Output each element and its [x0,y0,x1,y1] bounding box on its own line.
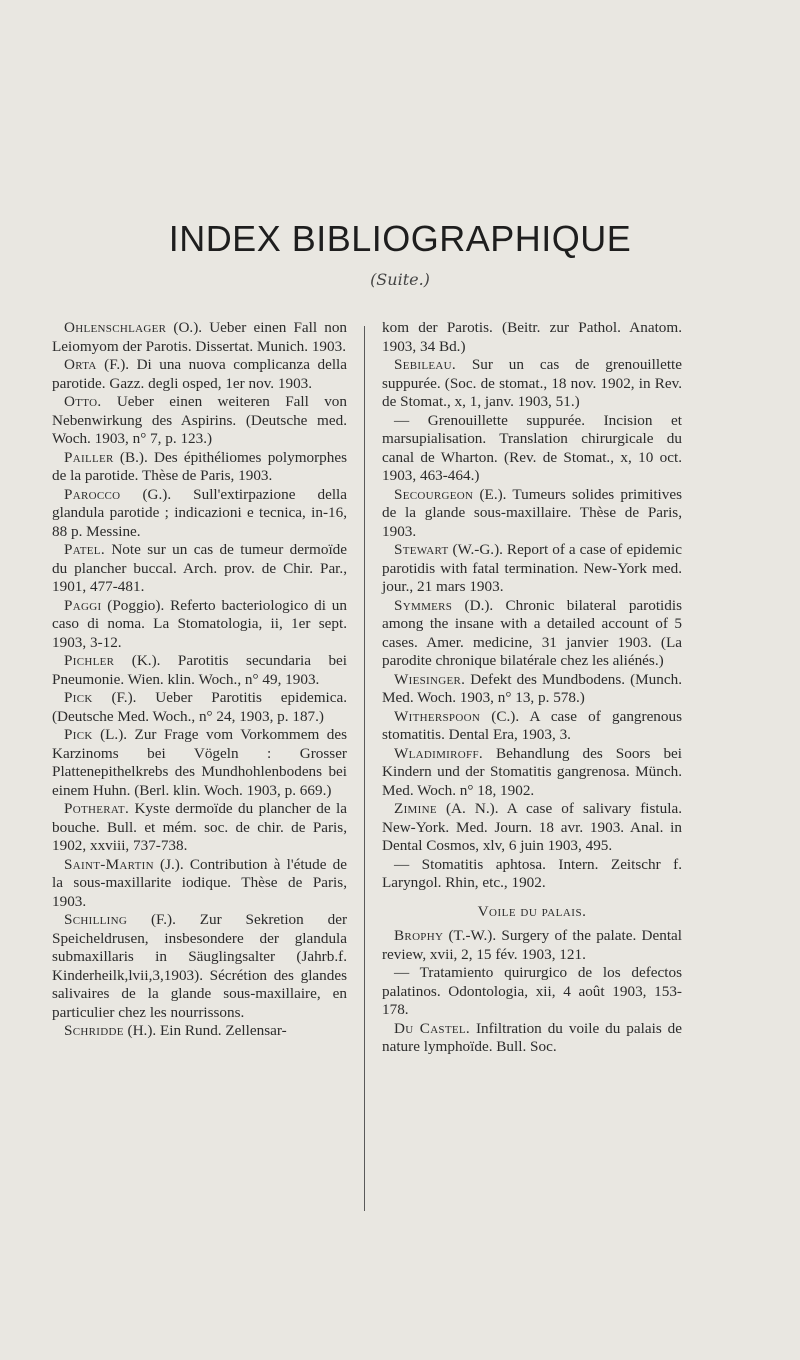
entry-author: Symmers [394,596,453,614]
entry-text: — Stomatitis aphtosa. Intern. Zeitschr f. Laryngol. Rhin, etc., 1902. [382,855,682,891]
entry-text: (O.). Ueber einen Fall non Leiomyom der Parotis. Dissertat. Munich. 1903. [52,319,348,355]
bibliography-entry [382,1020,682,1057]
entry-author: Schridde [64,1022,124,1039]
right-column-entries [382,319,682,893]
entry-author: Otto. [64,393,102,410]
entry-author: Pick [64,726,93,743]
entry-text: Sur un cas de grenouillette suppurée. (Soc. de stomat., 18 nov. 1902, in Rev. de Stomat., x, 1, janv. 1903, 51.) [382,356,683,410]
left-column [52,319,347,1041]
entry-author: Wladimiroff. [394,744,483,762]
bibliography-entry [52,393,347,449]
entry-author: Witherspoon [394,707,481,725]
right-column [382,319,682,1057]
entry-text: (J.). Contribution à l'étude de la sous-maxillarite iodique. Thèse de Paris, 1903. [52,855,347,910]
bibliography-entry [382,356,682,412]
entry-text: — Grenouillette suppurée. Incision et marsupialisation. Translation chirurgicale du canal de Wharton. (Rev. de Stomat., x, 10 oct. 1903, 463-464.) [382,411,682,484]
entry-author: Zimine [394,800,437,817]
bibliography-entry [382,964,682,1020]
bibliography-entry [382,597,682,671]
bibliography-entry [52,541,347,597]
entry-text: (B.). Des épithéliomes polymorphes de la parotide. Thèse de Paris, 1903. [52,448,348,484]
entry-author: Pailler [64,448,114,466]
entry-text: Note sur un cas de tumeur dermoïde du plancher buccal. Arch. prov. de Chir. Par., 1901, 477-481. [52,541,348,595]
page-subtitle: (Suite.) [370,270,430,289]
entry-author: Ohlenschlager [64,319,167,336]
entry-text: (K.). Parotitis secundaria bei Pneumonie. Wien. klin. Woch., n° 49, 1903. [52,652,347,688]
bibliography-entry [52,449,347,486]
entry-author: Potherat. [64,800,130,817]
entry-text: Defekt des Mundbodens. (Munch. Med. Woch. 1903, n° 13, p. 578.) [382,670,682,706]
entry-text: Ueber einen weiteren Fall von Nebenwirkung des Aspirins. (Deutsche med. Woch. 1903, n° 7, p. 123.) [52,393,347,447]
entry-text: (H.). Ein Rund. Zellensar- [127,1022,287,1039]
page-title: INDEX BIBLIOGRAPHIQUE [168,218,632,259]
entry-text: (F.). Ueber Parotitis epidemica. (Deutsche Med. Woch., n° 24, 1903, p. 187.) [52,689,348,725]
entry-text: (W.-G.). Report of a case of epidemic parotidis with fatal termination. New-York med. jour., 21 mars 1903. [382,541,682,595]
entry-author: Patel. [64,541,105,558]
bibliography-entry [382,800,682,856]
entry-text: (G.). Sull'extirpazione della glandula parotide ; indicazioni e tecnica, in-16, 88 p. Messine. [52,485,347,540]
entry-text: (C.). A case of gangrenous stomatitis. Dental Era, 1903, 3. [382,707,682,743]
entry-text: kom der Parotis. (Beitr. zur Pathol. Anatom. 1903, 34 Bd.) [382,319,682,355]
entry-author: Sebileau. [394,356,456,373]
entry-text: (F.). Zur Sekretion der Speicheldrusen, insbesondere der glandula submaxillaris in Säuglingsalter (Jahrb.f. Kinderheilk,lvii,3,1903). Sécrétion des glandes salivaires de la glande sous-maxillaire, en particulier chez les nourrissons. [52,911,347,1021]
bibliography-entry [382,927,682,964]
bibliography-entry [52,689,347,726]
column-divider [364,326,365,1211]
entry-author: Pick [64,689,93,706]
bibliography-entry [382,708,682,745]
entry-author: Schilling [64,911,128,928]
section-heading: Voile du palais. [477,902,587,920]
bibliography-entry [52,597,347,653]
bibliography-entry [52,800,347,856]
entry-text: (E.). Tumeurs solides primitives de la glande sous-maxillaire. Thèse de Paris, 1903. [382,485,682,540]
bibliography-entry [382,745,682,801]
entry-text: Behandlung des Soors bei Kindern und der Stomatitis gangrenosa. Münch. Med. Woch. n° 18, 1902. [382,744,683,799]
entry-text: (T.-W.). Surgery of the palate. Dental review, xvii, 2, 15 fév. 1903, 121. [382,927,683,963]
bibliography-entry [52,1022,347,1041]
bibliography-entry [382,856,682,893]
entry-text: — Tratamiento quirurgico de los defectos palatinos. Odontologia, xii, 4 août 1903, 153-178. [382,964,682,1018]
entry-text: (F.). Di una nuova complicanza della parotide. Gazz. degli osped, 1er nov. 1903. [52,356,347,392]
entry-author: Wiesinger. [394,670,466,688]
bibliography-entry [382,319,682,356]
bibliography-entry [382,541,682,597]
entry-text: (D.). Chronic bilateral parotidis among the insane with a detailed account of 5 cases. Amer. medicine, 31 janvier 1903. (La parodite chronique bilatérale chez les aliénés.) [382,596,682,669]
bibliography-entry [382,671,682,708]
entry-author: Brophy [394,927,444,944]
entry-author: Orta [64,356,97,373]
entry-author: Parocco [64,485,121,503]
bibliography-entry [52,726,347,800]
bibliography-entry [52,319,347,356]
entry-text: Infiltration du voile du palais de nature lymphoïde. Bull. Soc. [382,1019,683,1055]
entry-author: Du Castel. [394,1019,471,1037]
entry-author: Pichler [64,652,115,669]
bibliography-entry [382,486,682,542]
bibliography-entry [52,356,347,393]
bibliography-entry [382,412,682,486]
entry-text: Kyste dermoïde du plancher de la bouche. Bull. et mém. soc. de chir. de Paris, 1902, xxviii, 737-738. [52,800,347,854]
entry-text: (Poggio). Referto bacteriologico di un caso di noma. La Stomatologia, ii, 1er sept. 1903, 3-12. [52,596,347,651]
entry-author: Paggi [64,596,102,614]
entry-author: Saint-Martin [64,855,154,873]
bibliography-entry [52,911,347,1022]
entry-text: (L.). Zur Frage vom Vorkommem des Karzinoms bei Vögeln : Grosser Plattenepithelkrebs des Mundhohlenbodens bei einem Huhn. (Berl. klin. Woch. 1903, p. 669.) [52,726,347,799]
bibliography-entry [52,856,347,912]
bibliography-entry [52,652,347,689]
bibliography-entry [52,486,347,542]
entry-author: Stewart [394,541,449,558]
entry-author: Secourgeon [394,485,474,503]
right-column-section-entries [382,927,682,1057]
entry-text: (A. N.). A case of salivary fistula. New-York. Med. Journ. 18 avr. 1903. Anal. in Dental Cosmos, xlv, 6 juin 1903, 495. [382,800,683,854]
